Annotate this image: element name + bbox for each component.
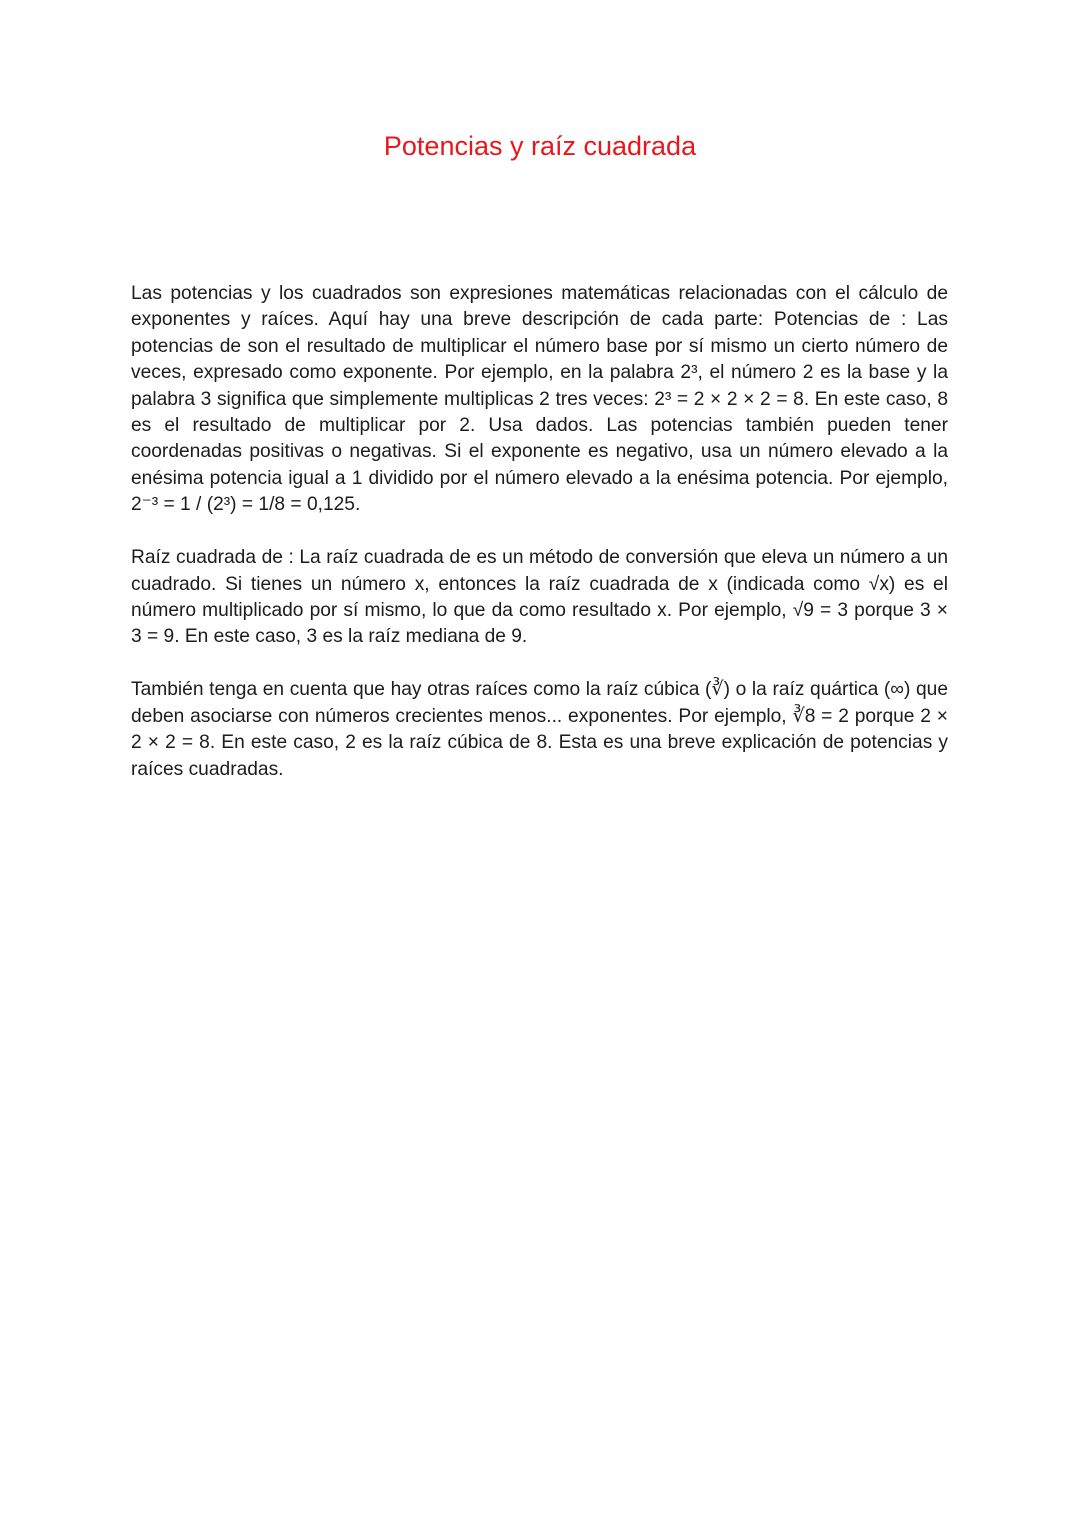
paragraph-raiz-cuadrada: Raíz cuadrada de : La raíz cuadrada de es un método de conversión que eleva un número a un cuadrado. Si tienes un número x, entonces la raíz cuadrada de x (indicada como √x) es el número multiplicado por sí mismo, lo que da como resultado x. Por ejemplo, √9 = 3 porque 3 × 3 = 9. En este caso, 3 es la raíz mediana de 9. xyxy=(131,547,948,648)
paragraph-potencias: Las potencias y los cuadrados son expresiones matemáticas relacionadas con el cálculo de exponentes y raíces. Aquí hay una breve descripción de cada parte: Potencias de : Las potencias de son el resultado de multiplicar el número base por sí mismo un cierto número de veces, expresado como exponente. Por ejemplo, en la palabra 2³, el número 2 es la base y la palabra 3 significa que simplemente multiplicas 2 tres veces: 2³ = 2 × 2 × 2 = 8. En este caso, 8 es el resultado de multiplicar por 2. Usa dados. Las potencias también pueden tener coordenadas positivas o negativas. Si el exponente es negativo, usa un número elevado a la enésima potencia igual a 1 dividido por el número elevado a la enésima potencia. Por ejemplo, 2⁻³ = 1 / (2³) = 1/8 = 0,125. xyxy=(131,283,948,516)
page-title: Potencias y raíz cuadrada xyxy=(383,131,697,161)
document-body xyxy=(131,281,948,809)
paragraph-otras-raices: También tenga en cuenta que hay otras raíces como la raíz cúbica (∛) o la raíz quártica (∞) que deben asociarse con números crecientes menos... exponentes. Por ejemplo, ∛8 = 2 porque 2 × 2 × 2 = 8. En este caso, 2 es la raíz cúbica de 8. Esta es una breve explicación de potencias y raíces cuadradas. xyxy=(131,679,948,780)
